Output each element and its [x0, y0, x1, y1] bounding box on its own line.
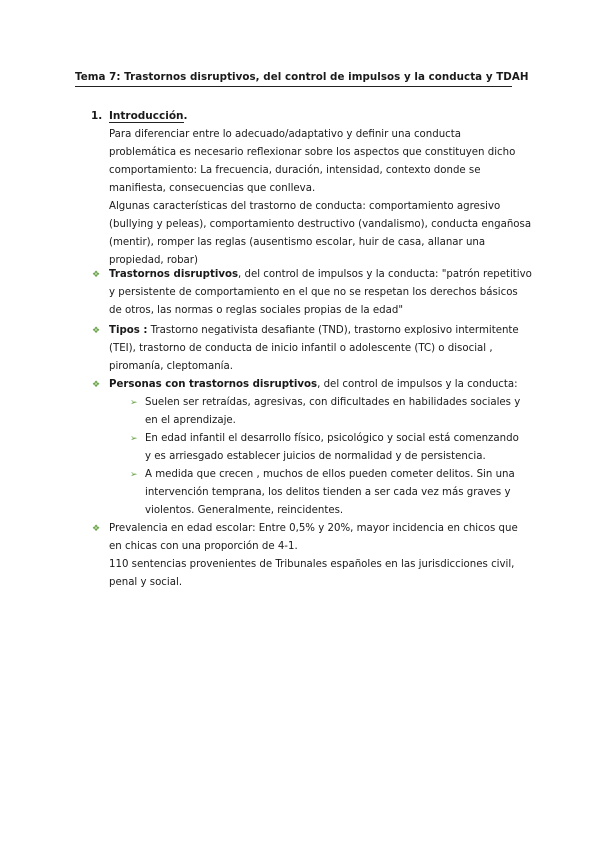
- intro-line: (bullying y peleas), comportamiento destructivo (vandalismo), conducta engañosa: [109, 219, 532, 230]
- section-heading-text: Introducción: [109, 110, 184, 122]
- bullet-tipos: [109, 322, 529, 376]
- diamond-bullet-icon: ❖: [92, 270, 101, 280]
- bullet-keyword: Trastornos disruptivos: [109, 269, 239, 280]
- sub-bullet-line: intervención temprana, los delitos tienden a ser cada vez más graves y: [145, 487, 511, 498]
- bullet-line: y persistente de comportamiento en el que no se respetan los derechos básicos: [109, 287, 518, 298]
- bullet-line: Prevalencia en edad escolar: Entre 0,5% y 20%, mayor incidencia en chicos que: [109, 523, 518, 534]
- bullet-line: (TEI), trastorno de conducta de inicio infantil o adolescente (TC) o disocial ,: [109, 343, 493, 354]
- sub-bullet-line: y es arriesgado establecer juicios de normalidad y de persistencia.: [145, 451, 486, 462]
- bullet-personas: [109, 376, 529, 394]
- bullet-rest: , del control de impulsos y la conducta: "patrón repetitivo: [238, 269, 532, 280]
- section-heading-suffix: .: [183, 110, 188, 122]
- sub-bullet: [145, 430, 530, 466]
- sub-bullet-line: violentos. Generalmente, reincidentes.: [145, 505, 344, 516]
- intro-line: (mentir), romper las reglas (ausentismo escolar, huir de casa, allanar una: [109, 237, 486, 248]
- bullet-prevalencia: [109, 520, 529, 592]
- diamond-bullet-icon: ❖: [92, 524, 101, 534]
- intro-line: problemática es necesario reflexionar sobre los aspectos que constituyen dicho: [109, 147, 516, 158]
- bullet-trastornos-disruptivos: [109, 266, 532, 320]
- sub-bullet-line: en el aprendizaje.: [145, 415, 236, 426]
- bullet-line: 110 sentencias provenientes de Tribunales españoles en las jurisdicciones civil,: [109, 559, 515, 570]
- arrow-bullet-icon: ➢: [130, 398, 138, 408]
- section-number: 1.: [91, 110, 103, 122]
- title-underline: [75, 86, 512, 87]
- diamond-bullet-icon: ❖: [92, 380, 101, 390]
- sub-bullet-line: A medida que crecen , muchos de ellos pueden cometer delitos. Sin una: [145, 469, 515, 480]
- bullet-line: penal y social.: [109, 577, 183, 588]
- page-title: Tema 7: Trastornos disruptivos, del control de impulsos y la conducta y TDAH: [75, 71, 529, 83]
- bullet-line: en chicas con una proporción de 4-1.: [109, 541, 298, 552]
- sub-bullet-line: En edad infantil el desarrollo físico, psicológico y social está comenzando: [145, 433, 519, 444]
- arrow-bullet-icon: ➢: [130, 434, 138, 444]
- sub-bullet-line: Suelen ser retraídas, agresivas, con dificultades en habilidades sociales y: [145, 397, 521, 408]
- diamond-bullet-icon: ❖: [92, 326, 101, 336]
- bullet-keyword: Tipos :: [109, 325, 148, 336]
- intro-line: comportamiento: La frecuencia, duración, intensidad, contexto donde se: [109, 165, 481, 176]
- intro-paragraph: [109, 126, 532, 270]
- intro-line: manifiesta, consecuencias que conlleva.: [109, 183, 316, 194]
- sub-bullet: [145, 394, 530, 430]
- bullet-first-line: [109, 266, 532, 284]
- intro-line: propiedad, robar): [109, 255, 198, 266]
- bullet-rest: Trastorno negativista desafiante (TND), trastorno explosivo intermitente: [147, 325, 519, 336]
- intro-line: Algunas características del trastorno de conducta: comportamiento agresivo: [109, 201, 501, 212]
- intro-line: Para diferenciar entre lo adecuado/adaptativo y definir una conducta: [109, 129, 461, 140]
- bullet-first-line: [109, 322, 529, 340]
- section-heading: [109, 110, 188, 122]
- bullet-keyword: Personas con trastornos disruptivos: [109, 379, 318, 390]
- sub-bullet: [145, 466, 530, 520]
- arrow-bullet-icon: ➢: [130, 470, 138, 480]
- bullet-line: piromanía, cleptomanía.: [109, 361, 233, 372]
- bullet-rest: , del control de impulsos y la conducta:: [317, 379, 518, 390]
- bullet-first-line: [109, 376, 529, 394]
- bullet-line: de otros, las normas o reglas sociales propias de la edad": [109, 305, 404, 316]
